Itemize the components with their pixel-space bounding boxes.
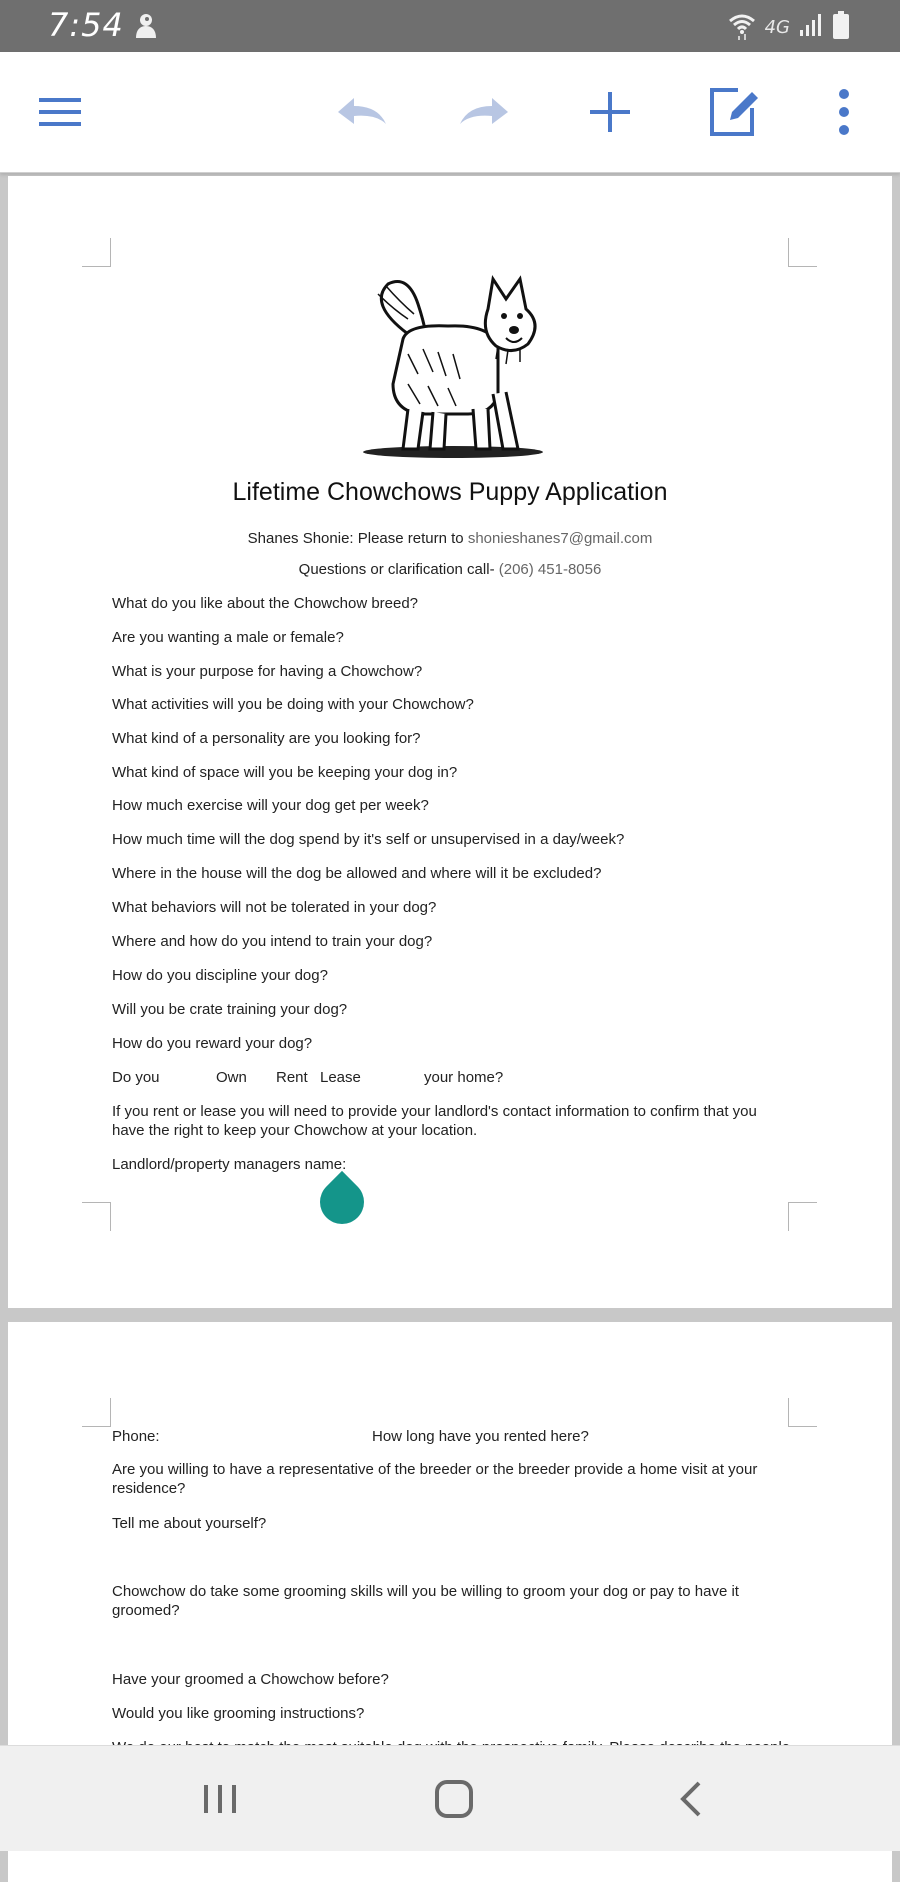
question-crate: Will you be crate training your dog?: [112, 1001, 348, 1018]
home-icon: [432, 1777, 476, 1821]
redo-icon: [454, 92, 514, 132]
question-purpose: What is your purpose for having a Chowchow?: [112, 663, 423, 680]
undo-button[interactable]: [330, 80, 394, 144]
do-you-label: Do you: [112, 1069, 160, 1086]
signal-icon: [798, 12, 824, 43]
question-breed: What do you like about the Chowchow breed?: [112, 595, 419, 612]
question-behaviors: What behaviors will not be tolerated in your dog?: [112, 899, 437, 916]
question-exercise: How much exercise will your dog get per week?: [112, 797, 429, 814]
question-discipline: How do you discipline your dog?: [112, 967, 328, 984]
phone-label: Phone:: [112, 1428, 160, 1445]
status-bar: [0, 0, 900, 52]
redo-button[interactable]: [452, 80, 516, 144]
margin-corner: [788, 1202, 817, 1231]
system-nav-bar: [0, 1745, 900, 1851]
more-options-button[interactable]: [812, 80, 876, 144]
edit-icon: [708, 86, 760, 138]
wifi-icon: [727, 10, 757, 45]
home-ownership-row: [112, 1068, 792, 1087]
question-personality: What kind of a personality are you looking for?: [112, 730, 421, 747]
status-time: 7:54: [48, 6, 124, 44]
question-unsupervised: How much time will the dog spend by it's self or unsupervised in a day/week?: [112, 831, 625, 848]
recent-apps-icon: [200, 1781, 240, 1817]
add-button[interactable]: [578, 80, 642, 144]
document-page-1[interactable]: [8, 176, 892, 1308]
more-vertical-icon: [837, 88, 851, 136]
dog-illustration: [348, 264, 558, 464]
margin-corner: [82, 1202, 111, 1231]
menu-button[interactable]: [28, 80, 92, 144]
question-grooming-instructions: Would you like grooming instructions?: [112, 1705, 365, 1722]
back-icon: [675, 1779, 705, 1819]
document-title: Lifetime Chowchows Puppy Application: [232, 478, 668, 506]
question-grooming-skills: Chowchow do take some grooming skills will you be willing to groom your dog or pay to have it groomed?: [112, 1583, 739, 1619]
question-gender: Are you wanting a male or female?: [112, 629, 344, 646]
notification-icon: [132, 12, 158, 45]
undo-icon: [332, 92, 392, 132]
question-activities: What activities will you be doing with your Chowchow?: [112, 696, 474, 713]
landlord-name-label: Landlord/property managers name:: [112, 1156, 347, 1173]
margin-corner: [82, 1398, 111, 1427]
back-button[interactable]: [660, 1774, 720, 1824]
question-home-visit: Are you willing to have a representative of the breeder or the breeder provide a home visit at your residence?: [112, 1461, 758, 1497]
question-reward: How do you reward your dog?: [112, 1035, 313, 1052]
recent-apps-button[interactable]: [190, 1774, 250, 1824]
question-groomed-before: Have your groomed a Chowchow before?: [112, 1671, 389, 1688]
status-icons: [727, 10, 850, 45]
document-toolbar: [0, 52, 900, 173]
home-button[interactable]: [424, 1774, 484, 1824]
edit-button[interactable]: [702, 80, 766, 144]
landlord-info-text: If you rent or lease you will need to provide your landlord's contact information to confirm that you have the right to keep your Chowchow at your location.: [112, 1103, 757, 1139]
rent-option[interactable]: Rent: [276, 1069, 308, 1086]
battery-icon: [832, 10, 850, 45]
hamburger-menu-icon: [37, 95, 83, 129]
your-home-label: your home?: [424, 1069, 504, 1086]
margin-corner: [82, 238, 111, 267]
rented-duration-label: How long have you rented here?: [372, 1428, 589, 1445]
phone-link[interactable]: (206) 451-8056: [498, 561, 602, 578]
margin-corner: [788, 1398, 817, 1427]
question-about-yourself: Tell me about yourself?: [112, 1515, 267, 1532]
contact-line: [8, 561, 892, 578]
text-cursor-handle[interactable]: [311, 1171, 373, 1233]
margin-corner: [788, 238, 817, 267]
lease-option[interactable]: Lease: [320, 1069, 361, 1086]
contact-prefix: Questions or clarification call-: [298, 561, 495, 578]
plus-icon: [588, 90, 632, 134]
return-line: [8, 530, 892, 547]
email-link[interactable]: shonieshanes7@gmail.com: [467, 530, 653, 547]
own-option[interactable]: Own: [216, 1069, 247, 1086]
network-type: 4G: [764, 17, 790, 38]
question-training: Where and how do you intend to train your dog?: [112, 933, 433, 950]
question-space: What kind of space will you be keeping your dog in?: [112, 764, 458, 781]
question-house-areas: Where in the house will the dog be allowed and where will it be excluded?: [112, 865, 602, 882]
return-prefix: Shanes Shonie: Please return to: [247, 530, 464, 547]
